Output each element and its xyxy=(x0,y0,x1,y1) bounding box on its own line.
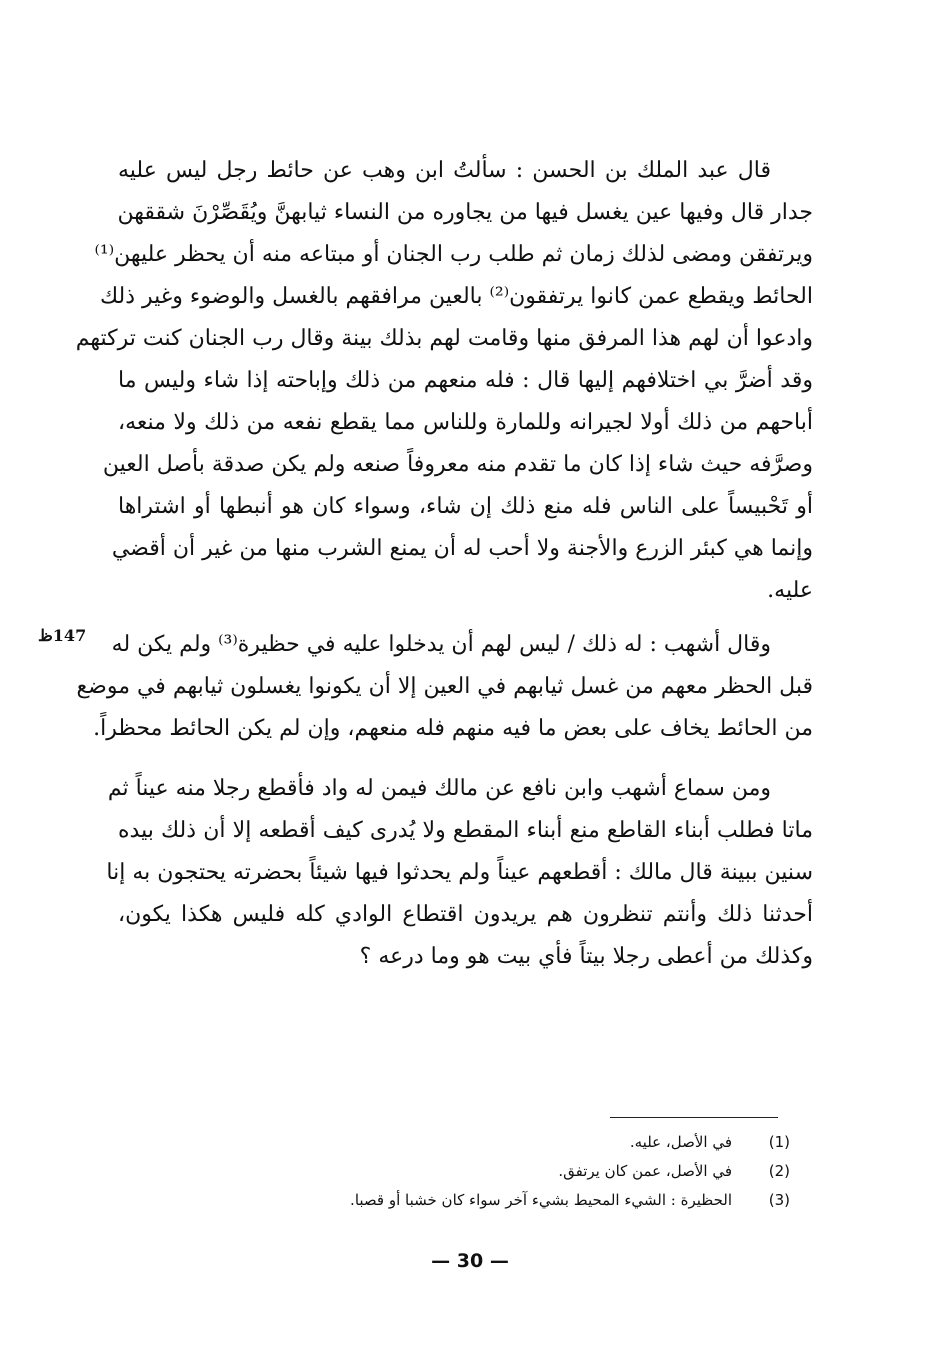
text-line: من الحائط يخاف على بعض ما فيه منهم فله منعهم، وإن لم يكن الحائط محظراً. xyxy=(93,716,813,741)
text-line: الحائط ويقطع عمن كانوا يرتفقون⁽²⁾ بالعين مرافقهم بالغسل والوضوء وغير ذلك xyxy=(99,284,813,309)
text-line: وقد أضرَّ بي اختلافهم إليها قال : فله منعهم من ذلك وإباحته إذا شاء وليس ما xyxy=(118,368,813,393)
text-line: وكذلك من أعطى رجلا بيتاً فأي بيت هو وما درعه ؟ xyxy=(359,944,813,969)
text-line: ومن سماع أشهب وابن نافع عن مالك فيمن له واد فأقطع رجلا منه عيناً ثم xyxy=(107,776,771,801)
text-line: وصرَّفه حيث شاء إذا كان ما تقدم منه معروفاً صنعه ولم يكن صدقة بأصل العين xyxy=(102,452,813,477)
footnote-text: في الأصل، عليه. xyxy=(629,1133,732,1151)
text-line: وقال أشهب : له ذلك / ليس لهم أن يدخلوا عليه في حظيرة⁽³⁾ ولم يكن له xyxy=(111,632,771,657)
text-line: قبل الحظر معهم من غسل ثيابهم في العين إلا أن يكونوا يغسلون ثيابهم في موضع xyxy=(76,674,813,699)
footnote-divider xyxy=(610,1117,778,1118)
text-line: ويرتفقن ومضى لذلك زمان ثم طلب رب الجنان أو مبتاعه منه أن يحظر عليهن⁽¹⁾ xyxy=(94,242,813,267)
text-line: أو تَحْبيساً على الناس فله منع ذلك إن شاء، وسواء كان هو أنبطها أو اشتراها xyxy=(118,494,813,519)
margin-folio-note: 147ظ xyxy=(38,626,87,645)
paragraph xyxy=(75,150,813,612)
footnotes xyxy=(300,1128,790,1215)
footnote xyxy=(300,1186,790,1215)
text-line: قال عبد الملك بن الحسن : سألتُ ابن وهب عن حائط رجل ليس عليه xyxy=(118,158,771,183)
footnote-number: (2) xyxy=(768,1162,790,1180)
paragraph xyxy=(76,624,813,750)
paragraph xyxy=(106,768,813,978)
footnote xyxy=(300,1128,790,1157)
footnote xyxy=(300,1157,790,1186)
text-line: عليه. xyxy=(767,578,813,603)
text-line: ماتا فطلب أبناء القاطع منع أبناء المقطع ولا يُدرى كيف أقطعه إلا أن ذلك بيده xyxy=(118,818,813,843)
text-line: أباحهم من ذلك أولا لجيرانه وللمارة وللناس مما يقطع نفعه من ذلك ولا منعه، xyxy=(118,410,813,435)
text-line: وادعوا أن لهم هذا المرفق منها وقامت لهم بذلك بينة وقال رب الجنان كنت تركتهم xyxy=(75,326,813,351)
text-line: سنين ببينة قال مالك : أقطعهم عيناً ولم يحدثوا فيها شيئاً بحضرته يحتجون به إنا xyxy=(106,860,813,885)
footnote-text: الحظيرة : الشيء المحيط بشيء آخر سواء كان خشبا أو قصبا. xyxy=(350,1191,732,1209)
footnote-number: (3) xyxy=(768,1191,790,1209)
text-line: أحدثنا ذلك وأنتم تنظرون هم يريدون اقتطاع الوادي كله فليس هكذا يكون، xyxy=(118,902,813,927)
footnote-number: (1) xyxy=(768,1133,790,1151)
page-number: — 30 — xyxy=(431,1250,509,1272)
text-line: جدار قال وفيها عين يغسل فيها من يجاوره من النساء ثيابهنَّ ويُقَصِّرْنَ شققهن xyxy=(117,200,813,225)
footnote-text: في الأصل، عمن كان يرتفق. xyxy=(558,1162,732,1180)
text-line: وإنما هي كبئر الزرع والأجنة ولا أحب له أن يمنع الشرب منها من غير أن أقضي xyxy=(111,536,813,561)
